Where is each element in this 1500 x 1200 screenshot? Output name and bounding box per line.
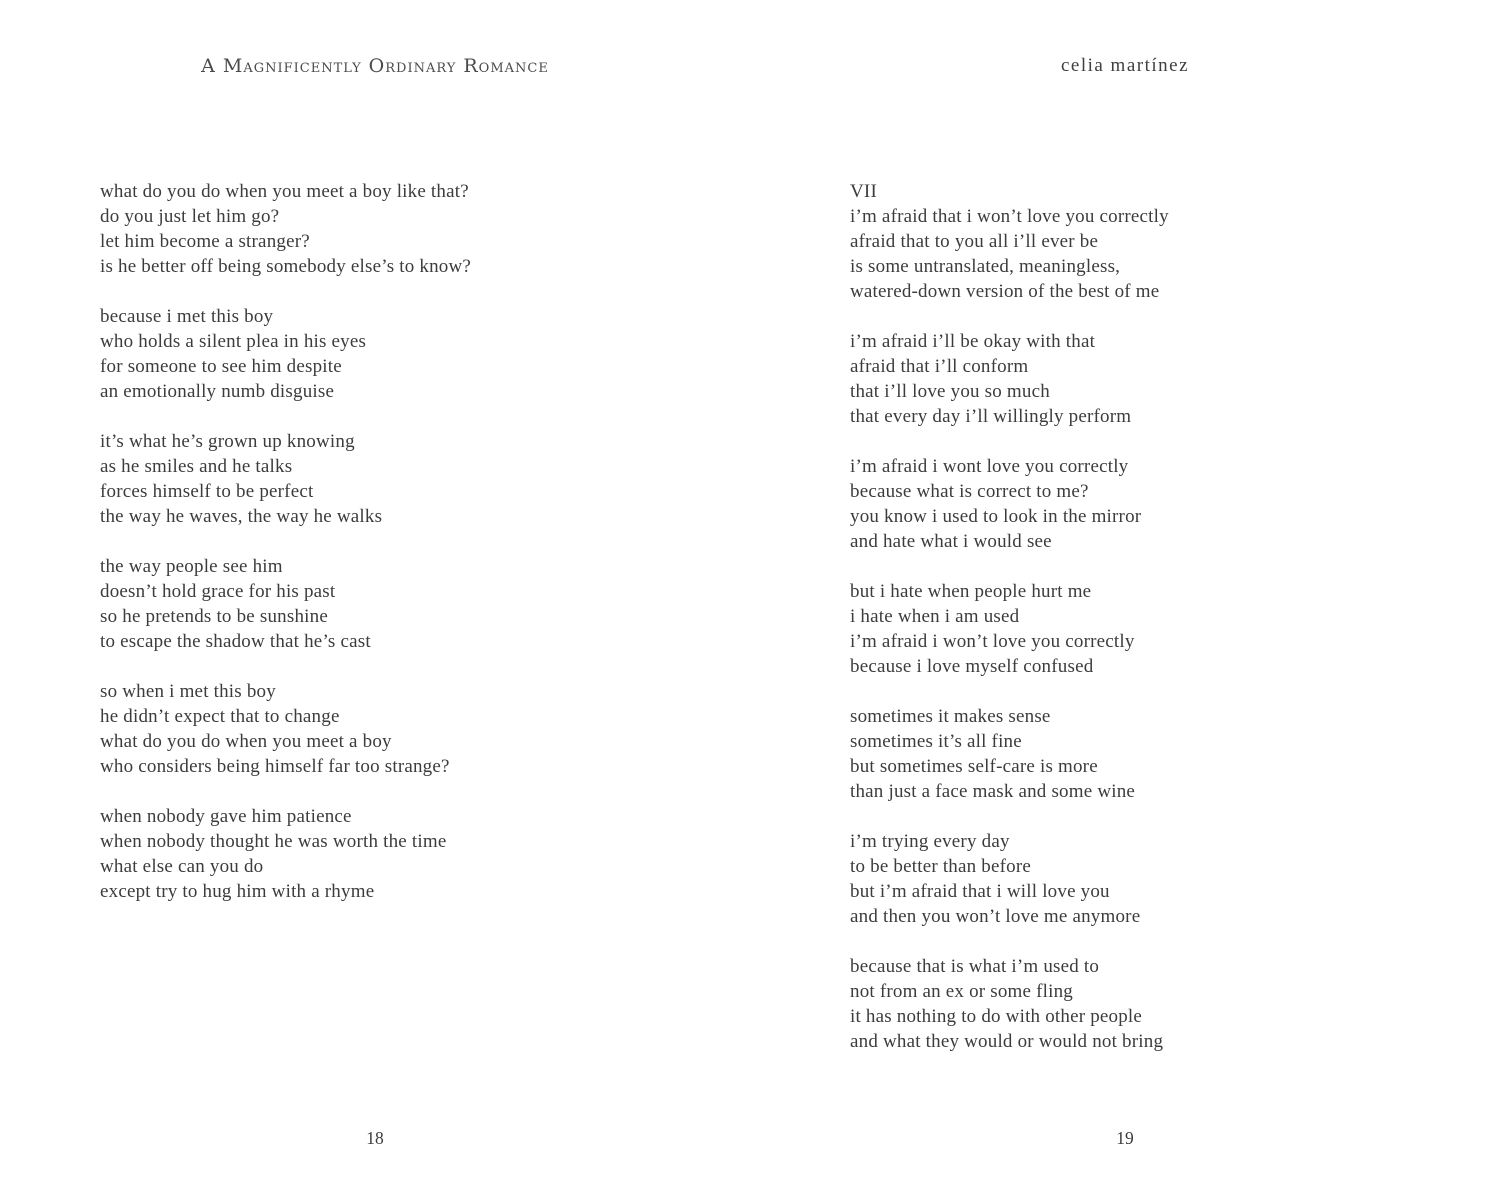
stanza	[850, 329, 1169, 429]
poem-line: the way people see him	[100, 556, 283, 577]
poem-line: what do you do when you meet a boy like that?	[100, 181, 469, 202]
stanza	[850, 579, 1169, 679]
poem-right	[850, 179, 1169, 1079]
poem-line: i’m afraid that i won’t love you correctly	[850, 206, 1169, 227]
poem-line: because i met this boy	[100, 306, 274, 327]
poem-line: he didn’t expect that to change	[100, 706, 340, 727]
stanza	[100, 429, 471, 529]
poem-line: do you just let him go?	[100, 206, 280, 227]
stanza	[100, 304, 471, 404]
poem-line: that every day i’ll willingly perform	[850, 406, 1132, 427]
poem-line: watered-down version of the best of me	[850, 281, 1160, 302]
poem-line: it has nothing to do with other people	[850, 1006, 1143, 1027]
poem-body	[850, 204, 1169, 1054]
poem-line: that i’ll love you so much	[850, 381, 1050, 402]
stanza	[100, 679, 471, 779]
poem-line: i’m trying every day	[850, 831, 1010, 852]
poem-line: i’m afraid i won’t love you correctly	[850, 631, 1135, 652]
poem-line: i’m afraid i’ll be okay with that	[850, 331, 1096, 352]
poem-line: so he pretends to be sunshine	[100, 606, 328, 627]
poem-line: when nobody thought he was worth the time	[100, 831, 447, 852]
stanza	[850, 204, 1169, 304]
page-number-left: 18	[366, 1128, 384, 1148]
poem-line: not from an ex or some fling	[850, 981, 1073, 1002]
poem-line: afraid that i’ll conform	[850, 356, 1029, 377]
poem-line: i hate when i am used	[850, 606, 1020, 627]
poem-line: let him become a stranger?	[100, 231, 310, 252]
poem-line: and then you won’t love me anymore	[850, 906, 1141, 927]
poem-line: an emotionally numb disguise	[100, 381, 335, 402]
poem-line: i’m afraid i wont love you correctly	[850, 456, 1129, 477]
poem-line: except try to hug him with a rhyme	[100, 881, 375, 902]
poem-line: who holds a silent plea in his eyes	[100, 331, 367, 352]
poem-line: but i’m afraid that i will love you	[850, 881, 1110, 902]
stanza	[850, 454, 1169, 554]
poem-line: is he better off being somebody else’s to know?	[100, 256, 472, 277]
poem-line: so when i met this boy	[100, 681, 276, 702]
poem-line: afraid that to you all i’ll ever be	[850, 231, 1099, 252]
poem-line: doesn’t hold grace for his past	[100, 581, 336, 602]
poem-line: to be better than before	[850, 856, 1031, 877]
poem-line: who considers being himself far too strange?	[100, 756, 450, 777]
poem-line: because i love myself confused	[850, 656, 1094, 677]
stanza	[100, 554, 471, 654]
book-title-header: A Magnificently Ordinary Romance	[201, 55, 549, 77]
page-number-right: 19	[1116, 1128, 1134, 1148]
poem-line: sometimes it makes sense	[850, 706, 1051, 727]
poem-line: but i hate when people hurt me	[850, 581, 1092, 602]
stanza	[850, 829, 1169, 929]
poem-line: when nobody gave him patience	[100, 806, 352, 827]
poem-line: because what is correct to me?	[850, 481, 1089, 502]
stanza	[850, 704, 1169, 804]
poem-line: because that is what i’m used to	[850, 956, 1100, 977]
poem-line: is some untranslated, meaningless,	[850, 256, 1121, 277]
poem-title: VII	[850, 181, 877, 202]
poem-line: and what they would or would not bring	[850, 1031, 1164, 1052]
poem-left	[100, 179, 471, 929]
poem-line: to escape the shadow that he’s cast	[100, 631, 371, 652]
right-page	[750, 0, 1500, 1200]
poem-line: and hate what i would see	[850, 531, 1052, 552]
poem-line: than just a face mask and some wine	[850, 781, 1136, 802]
poem-line: for someone to see him despite	[100, 356, 342, 377]
poem-line: forces himself to be perfect	[100, 481, 314, 502]
poem-line: it’s what he’s grown up knowing	[100, 431, 355, 452]
stanza	[100, 804, 471, 904]
poem-line: what else can you do	[100, 856, 264, 877]
poem-line: what do you do when you meet a boy	[100, 731, 392, 752]
poem-line: but sometimes self-care is more	[850, 756, 1098, 777]
poem-line: the way he waves, the way he walks	[100, 506, 383, 527]
poem-line: you know i used to look in the mirror	[850, 506, 1142, 527]
stanza	[850, 954, 1169, 1054]
author-header: celia martínez	[1060, 55, 1190, 76]
poem-line: sometimes it’s all fine	[850, 731, 1022, 752]
stanza	[100, 179, 471, 279]
poem-line: as he smiles and he talks	[100, 456, 293, 477]
